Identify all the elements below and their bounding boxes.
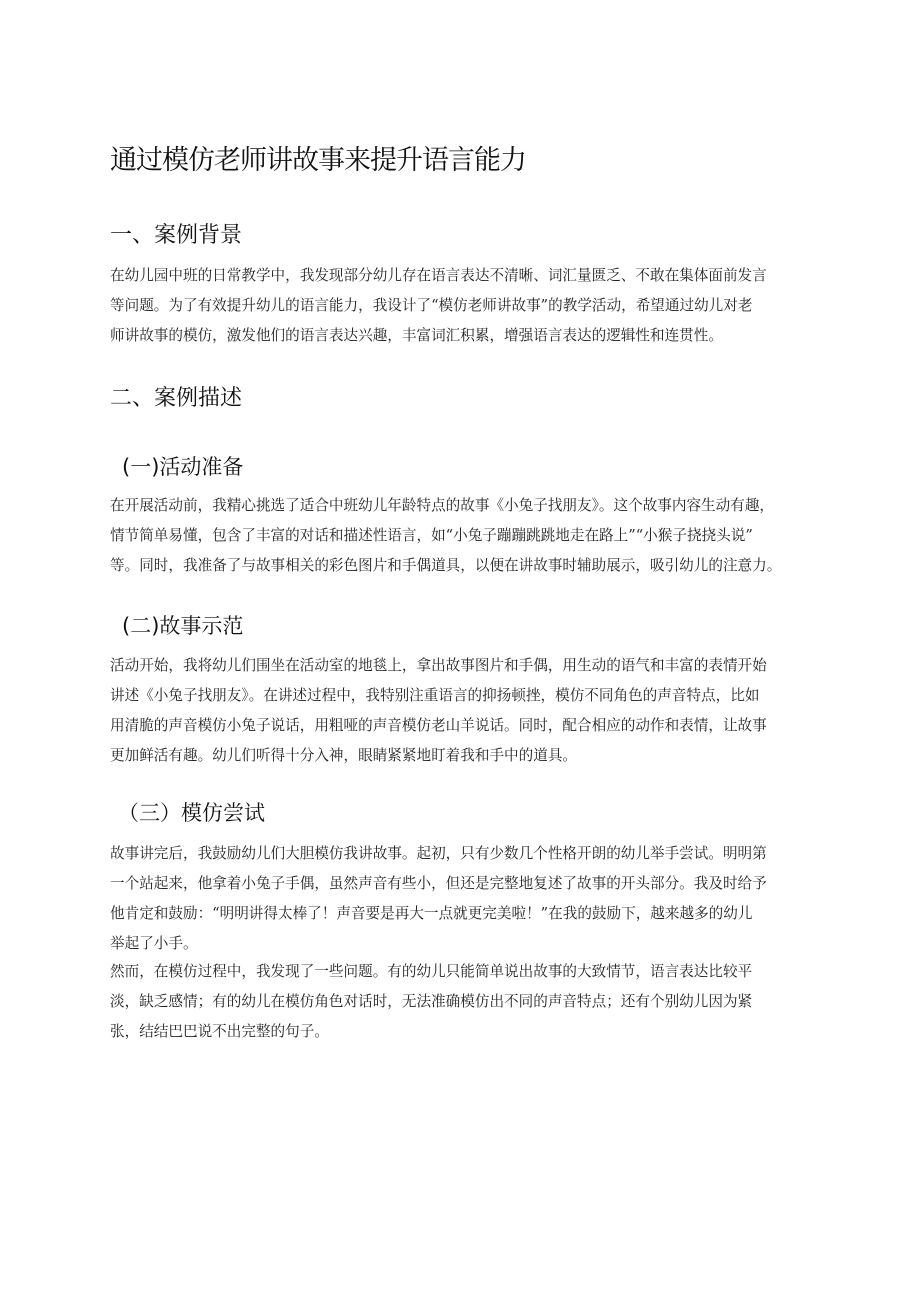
text-line: 情节简单易懂，包含了丰富的对话和描述性语言，如“小兔子蹦蹦跳跳地走在路上”“小猴子挠挠头说” <box>110 527 753 544</box>
text-line: 用清脆的声音模仿小兔子说话，用粗哑的声音模仿老山羊说话。同时，配合相应的动作和表情，让故事 <box>110 717 767 734</box>
text-line: 在幼儿园中班的日常教学中，我发现部分幼儿存在语言表达不清晰、词汇量匮乏、不敢在集体面前发言 <box>110 267 767 284</box>
paragraph-demonstration <box>110 651 767 771</box>
text-line: 更加鲜活有趣。幼儿们听得十分入神，眼睛紧紧地盯着我和手中的道具。 <box>110 747 578 764</box>
text-line: 等问题。为了有效提升幼儿的语言能力，我设计了“模仿老师讲故事”的教学活动，希望通过幼儿对老 <box>110 297 753 314</box>
subsection-heading-demonstration: (二)故事示范 <box>122 614 244 638</box>
document-title: 通过模仿老师讲故事来提升语言能力 <box>110 145 526 176</box>
text-line: 故事讲完后，我鼓励幼儿们大胆模仿我讲故事。起初，只有少数几个性格开朗的幼儿举手尝试。明明第 <box>110 845 767 862</box>
section-heading-description: 二、案例描述 <box>110 386 243 411</box>
text-line: 一个站起来，他拿着小兔子手偶，虽然声音有些小，但还是完整地复述了故事的开头部分。我及时给予 <box>110 875 767 892</box>
text-line: 在开展活动前，我精心挑选了适合中班幼儿年龄特点的故事《小兔子找朋友》。这个故事内容生动有趣， <box>110 497 775 514</box>
text-line: 淡，缺乏感情；有的幼儿在模仿角色对话时，无法准确模仿出不同的声音特点；还有个别幼儿因为紧 <box>110 993 753 1010</box>
text-line: 张，结结巴巴说不出完整的句子。 <box>110 1023 329 1040</box>
text-line: 师讲故事的模仿，激发他们的语言表达兴趣，丰富词汇积累，增强语言表达的逻辑性和连贯性。 <box>110 327 723 344</box>
text-line: 等。同时，我准备了与故事相关的彩色图片和手偶道具，以便在讲故事时辅助展示，吸引幼儿的注意力。 <box>110 557 782 574</box>
paragraph-imitation-2 <box>110 957 752 1047</box>
subsection-heading-imitation: （三）模仿尝试 <box>118 801 265 825</box>
text-line: 讲述《小兔子找朋友》。在讲述过程中，我特别注重语言的抑扬顿挫，模仿不同角色的声音特点，比如 <box>110 687 760 704</box>
text-line: 他肯定和鼓励：“明明讲得太棒了！声音要是再大一点就更完美啦！”在我的鼓励下，越来越多的幼儿 <box>110 905 753 922</box>
paragraph-imitation-1 <box>110 839 767 959</box>
subsection-heading-preparation: (一)活动准备 <box>122 455 244 479</box>
text-line: 然而，在模仿过程中，我发现了一些问题。有的幼儿只能简单说出故事的大致情节，语言表达比较平 <box>110 963 753 980</box>
text-line: 活动开始，我将幼儿们围坐在活动室的地毯上，拿出故事图片和手偶，用生动的语气和丰富的表情开始 <box>110 657 767 674</box>
paragraph-preparation <box>110 491 781 581</box>
paragraph-background <box>110 261 767 351</box>
text-line: 举起了小手。 <box>110 935 198 952</box>
section-heading-background: 一、案例背景 <box>110 223 243 248</box>
